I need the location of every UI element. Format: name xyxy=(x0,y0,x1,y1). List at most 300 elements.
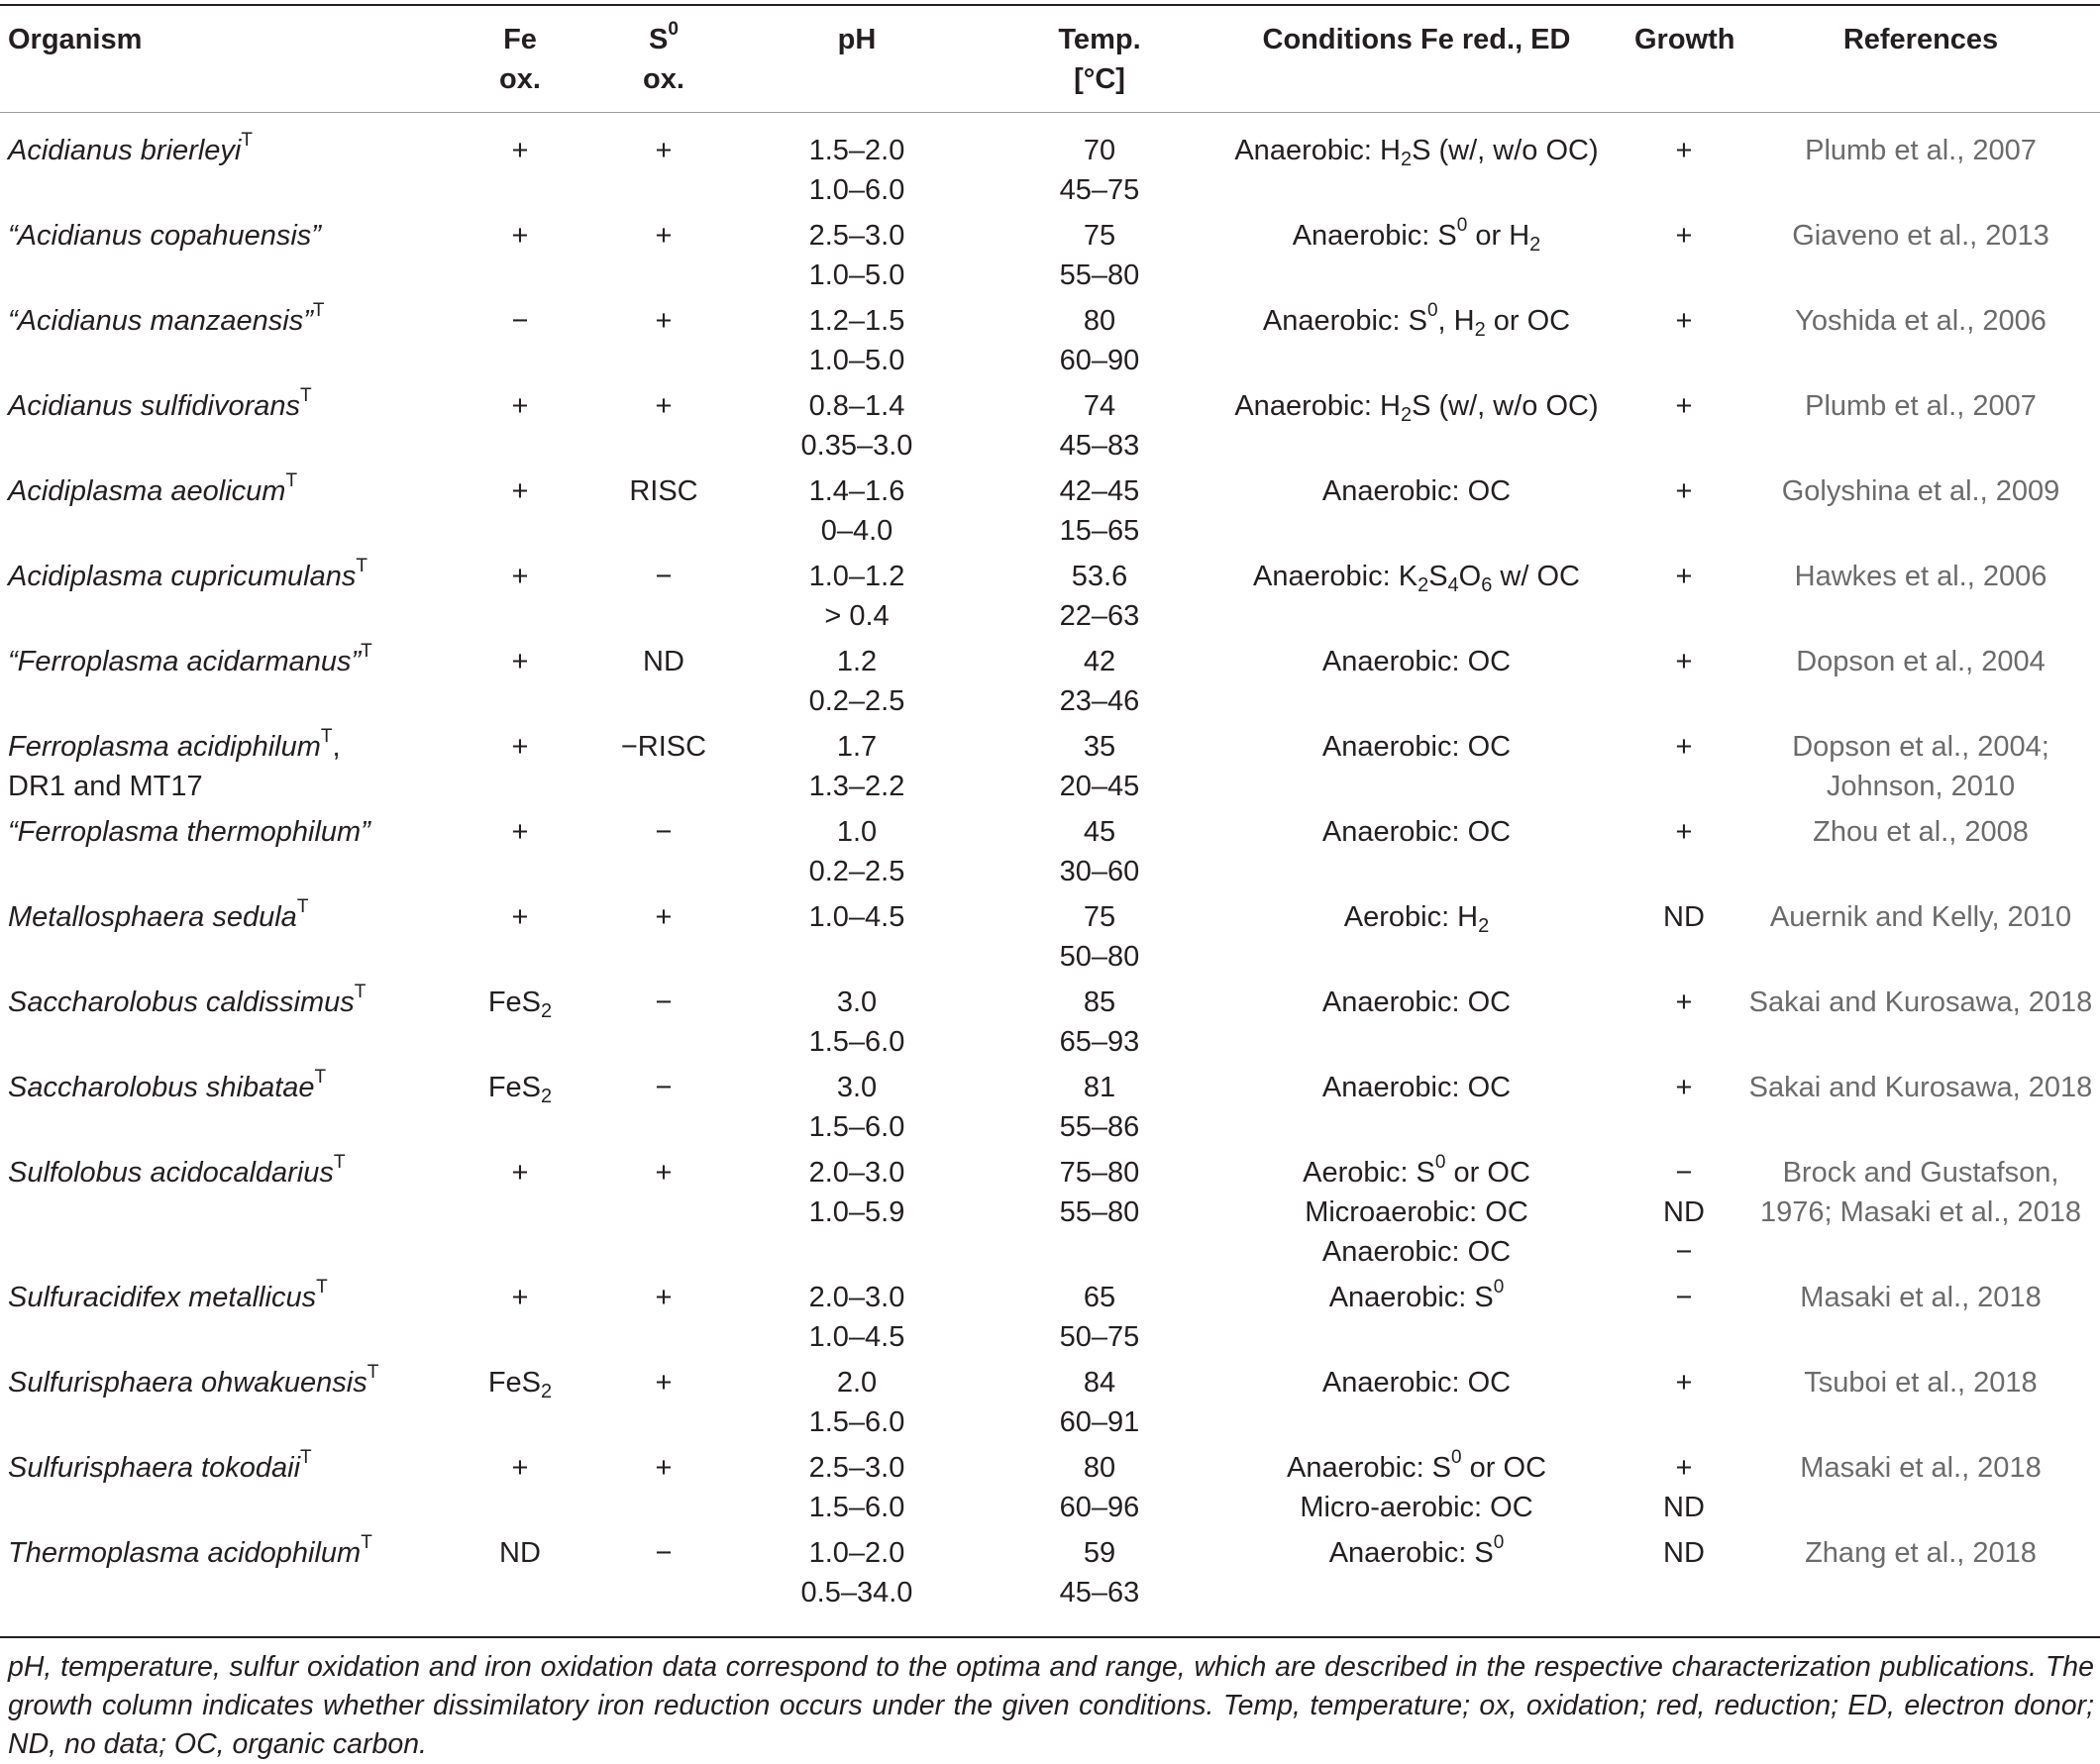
organism-line xyxy=(8,386,312,426)
organism-cell xyxy=(8,131,253,170)
ph-cell-line: 1.0–4.5 xyxy=(808,901,905,933)
type-strain-marker: T xyxy=(299,385,312,406)
ph-cell-line: 0.35–3.0 xyxy=(800,430,913,462)
reference-cell xyxy=(1743,1068,2098,1107)
temp-cell-line: 45 xyxy=(1083,816,1116,848)
organism-line xyxy=(8,727,341,767)
organism-cell xyxy=(8,1153,345,1193)
reference-cell xyxy=(1743,1533,2098,1573)
conditions-cell xyxy=(1199,983,1634,1022)
fe-ox-cell: + xyxy=(511,1452,529,1484)
ph-cell-line: 2.5–3.0 xyxy=(808,220,905,252)
conditions-cell-line: Anaerobic: $H_2S$ (w/, w/o OC) xyxy=(1234,390,1599,426)
growth-cell xyxy=(1634,642,1733,681)
ph-cell-line: 1.0–4.5 xyxy=(808,1321,905,1353)
growth-cell-line: + xyxy=(1675,475,1693,507)
organism-cell xyxy=(8,983,366,1022)
reference-cell-line: Hawkes et al., 2006 xyxy=(1794,561,2048,592)
organism-line xyxy=(8,642,372,681)
type-strain-marker: T xyxy=(367,1362,379,1383)
fe-ox-cell: + xyxy=(511,1157,529,1189)
temp-cell-line: 55–86 xyxy=(1059,1111,1140,1143)
growth-cell xyxy=(1634,727,1733,767)
temp-cell-line: 65–93 xyxy=(1059,1026,1140,1058)
growth-cell xyxy=(1634,1448,1733,1527)
reference-cell xyxy=(1743,1363,2098,1402)
temp-cell-line: 85 xyxy=(1083,986,1116,1018)
organism-cell xyxy=(8,727,341,806)
temp-cell xyxy=(1030,557,1169,636)
reference-cell-line: Plumb et al., 2007 xyxy=(1805,135,2037,166)
reference-cell xyxy=(1743,301,2098,341)
conditions-cell xyxy=(1199,1278,1634,1317)
organism-name: Acidianus brierleyi xyxy=(8,135,242,166)
fe-ox-cell: + xyxy=(511,901,529,933)
temp-cell-line: 81 xyxy=(1083,1072,1116,1103)
organism-strains: DR1 and MT17 xyxy=(8,771,203,802)
growth-cell-line: + xyxy=(1675,646,1693,677)
s0-ox-cell: − xyxy=(655,561,673,592)
ph-cell-line: 1.5–6.0 xyxy=(808,1026,905,1058)
temp-cell-line: 55–80 xyxy=(1059,259,1140,291)
header-fe-ox-line2: ox. xyxy=(499,63,541,95)
header-s0-ox-line2: ox. xyxy=(643,63,684,95)
growth-cell xyxy=(1634,301,1733,341)
reference-cell-line: Golyshina et al., 2009 xyxy=(1781,475,2060,507)
growth-cell xyxy=(1634,216,1733,256)
conditions-cell xyxy=(1199,131,1634,170)
growth-cell-line: + xyxy=(1675,816,1693,848)
ph-cell-line: 1.5–6.0 xyxy=(808,1406,905,1438)
ph-cell xyxy=(773,301,941,380)
conditions-cell-line: Anaerobic: OC xyxy=(1321,816,1512,848)
conditions-cell xyxy=(1199,471,1634,511)
header-conditions: Conditions Fe red., ED xyxy=(1262,24,1571,55)
header-fe-ox xyxy=(475,20,565,99)
temp-cell-line: 75–80 xyxy=(1059,1157,1140,1189)
reference-cell xyxy=(1743,1153,2098,1232)
organism-cell xyxy=(8,386,312,426)
fe-ox-cell: ND xyxy=(499,1537,541,1569)
ph-cell xyxy=(773,812,941,891)
organism-name: Sulfurisphaera tokodaii xyxy=(8,1452,301,1484)
ph-cell xyxy=(773,983,941,1062)
reference-cell-line: 1976; Masaki et al., 2018 xyxy=(1759,1196,2082,1228)
reference-cell xyxy=(1743,642,2098,681)
fe-ox-cell: + xyxy=(511,390,529,422)
s0-ox-cell: + xyxy=(655,1367,673,1399)
reference-cell xyxy=(1743,131,2098,170)
temp-cell-line: 75 xyxy=(1083,901,1116,933)
temp-cell-line: 35 xyxy=(1083,731,1116,763)
growth-cell xyxy=(1634,1533,1733,1573)
temp-cell-line: 80 xyxy=(1083,305,1116,337)
ph-cell xyxy=(773,557,941,636)
s0-ox-cell: − xyxy=(655,816,673,848)
growth-cell xyxy=(1634,131,1733,170)
ph-cell-line: > 0.4 xyxy=(824,600,890,632)
ph-cell-line: 1.0–5.0 xyxy=(808,259,905,291)
type-strain-marker: T xyxy=(320,726,333,747)
header-ph: pH xyxy=(837,24,877,55)
s0-ox-cell: + xyxy=(655,305,673,337)
header-s0-ox xyxy=(614,20,713,99)
s0-ox-cell: − xyxy=(655,1072,673,1103)
ph-cell-line: 0–4.0 xyxy=(820,515,893,547)
reference-cell-line: Auernik and Kelly, 2010 xyxy=(1769,901,2072,933)
ph-cell-line: 1.0 xyxy=(836,816,878,848)
fe-ox-cell: + xyxy=(511,731,529,763)
organism-name: “Acidianus copahuensis” xyxy=(8,220,321,252)
temp-cell xyxy=(1030,642,1169,721)
type-strain-marker: T xyxy=(354,982,367,1002)
growth-cell-line: + xyxy=(1675,390,1693,422)
organism-line xyxy=(8,812,370,852)
fe-ox-cell: + xyxy=(511,135,529,166)
growth-cell-line: + xyxy=(1675,135,1693,166)
growth-cell-line: + xyxy=(1675,731,1693,763)
growth-cell xyxy=(1634,983,1733,1022)
conditions-cell-line: Aerobic: $H_2$ xyxy=(1343,901,1490,937)
growth-cell-line: ND xyxy=(1663,901,1705,933)
growth-cell-line: ND xyxy=(1663,1196,1705,1228)
conditions-cell-line: Anaerobic: $H_2S$ (w/, w/o OC) xyxy=(1234,135,1599,170)
ph-cell-line: 1.5–6.0 xyxy=(808,1111,905,1143)
conditions-cell xyxy=(1199,1068,1634,1107)
ph-cell-line: 3.0 xyxy=(836,1072,878,1103)
reference-cell-line: Zhou et al., 2008 xyxy=(1813,816,2029,848)
temp-cell-line: 55–80 xyxy=(1059,1196,1140,1228)
organism-suffix: , xyxy=(332,731,341,763)
reference-cell xyxy=(1743,557,2098,596)
growth-cell xyxy=(1634,1278,1733,1317)
ph-cell xyxy=(773,1533,941,1612)
ph-cell xyxy=(773,216,941,295)
s0-ox-cell: + xyxy=(655,1282,673,1313)
temp-cell xyxy=(1030,1153,1169,1232)
temp-cell-line: 45–63 xyxy=(1059,1577,1140,1608)
header-s0-label: S xyxy=(649,24,669,55)
growth-cell xyxy=(1634,1153,1733,1272)
organism-line xyxy=(8,216,321,256)
fe-ox-cell: FeS$_2$ xyxy=(487,986,553,1022)
fe-ox-cell: + xyxy=(511,561,529,592)
type-strain-marker: T xyxy=(296,896,309,917)
organism-name: Saccharolobus shibatae xyxy=(8,1072,315,1103)
organism-name: “Ferroplasma acidarmanus” xyxy=(8,646,362,677)
s0-ox-cell: + xyxy=(655,135,673,166)
temp-cell-line: 75 xyxy=(1083,220,1116,252)
organism-cell xyxy=(8,471,297,511)
reference-cell-line: Masaki et al., 2018 xyxy=(1800,1452,2042,1484)
type-strain-marker: T xyxy=(361,1532,372,1553)
fe-ox-cell: + xyxy=(511,220,529,252)
fe-ox-cell: − xyxy=(511,305,529,337)
growth-cell-line: − xyxy=(1675,1236,1693,1268)
organism-cell xyxy=(8,1068,326,1107)
reference-cell-line: Plumb et al., 2007 xyxy=(1805,390,2037,422)
organism-line xyxy=(8,897,308,937)
header-organism: Organism xyxy=(8,24,143,55)
growth-cell xyxy=(1634,471,1733,511)
organism-name: Sulfurisphaera ohwakuensis xyxy=(8,1367,368,1399)
organism-line xyxy=(8,983,366,1022)
table-footnote: pH, temperature, sulfur oxidation and iron oxidation data correspond to the optima and range, which are described in the respective characterization publications. The growth column indicates whether dissimilatory iron reduction occurs under the given conditions. Temp, temperature; ox, oxidation; red, reduction; ED, electron donor; ND, no data; OC, organic carbon. xyxy=(8,1651,2094,1760)
ph-cell xyxy=(773,1363,941,1442)
organism-name: “Acidianus manzaensis” xyxy=(8,305,313,337)
growth-cell xyxy=(1634,557,1733,596)
ph-cell-line: 1.2–1.5 xyxy=(808,305,905,337)
organism-name: Acidiplasma aeolicum xyxy=(8,475,286,507)
reference-cell-line: Giaveno et al., 2013 xyxy=(1792,220,2049,252)
ph-cell-line: 0.5–34.0 xyxy=(800,1577,913,1608)
temp-cell-line: 42 xyxy=(1083,646,1116,677)
ph-cell-line: 0.2–2.5 xyxy=(808,856,905,887)
temp-cell xyxy=(1030,983,1169,1062)
type-strain-marker: T xyxy=(312,300,325,321)
reference-cell-line: Sakai and Kurosawa, 2018 xyxy=(1748,1072,2093,1103)
s0-ox-cell: + xyxy=(655,901,673,933)
reference-cell xyxy=(1743,1278,2098,1317)
reference-cell-line: Tsuboi et al., 2018 xyxy=(1804,1367,2038,1399)
ph-cell-line: 1.0–6.0 xyxy=(808,174,905,206)
growth-cell-line: + xyxy=(1675,561,1693,592)
reference-cell-line: Dopson et al., 2004; xyxy=(1792,731,2049,763)
organism-name: Sulfuracidifex metallicus xyxy=(8,1282,317,1313)
temp-cell xyxy=(1030,1068,1169,1147)
growth-cell-line: + xyxy=(1675,305,1693,337)
organism-cell xyxy=(8,642,372,681)
ph-cell-line: 1.0–1.2 xyxy=(808,561,905,592)
reference-cell-line: Johnson, 2010 xyxy=(1826,771,2016,802)
header-fe-ox-line1: Fe xyxy=(503,24,537,55)
reference-cell xyxy=(1743,897,2098,937)
organism-line xyxy=(8,1533,372,1573)
conditions-cell-line: Anaerobic: OC xyxy=(1321,1367,1512,1399)
ph-cell-line: 1.2 xyxy=(836,646,878,677)
conditions-cell xyxy=(1199,386,1634,426)
ph-cell xyxy=(773,471,941,551)
organism-cell xyxy=(8,897,308,937)
temp-cell-line: 22–63 xyxy=(1059,600,1140,632)
conditions-cell-line: Anaerobic: OC xyxy=(1321,475,1512,507)
growth-cell-line: + xyxy=(1675,1072,1693,1103)
s0-ox-cell: − xyxy=(655,1537,673,1569)
ph-cell-line: 3.0 xyxy=(836,986,878,1018)
temp-cell-line: 42–45 xyxy=(1059,475,1140,507)
conditions-cell xyxy=(1199,557,1634,596)
conditions-cell xyxy=(1199,1533,1634,1573)
temp-cell-line: 50–80 xyxy=(1059,941,1140,973)
conditions-cell xyxy=(1199,1153,1634,1272)
conditions-cell xyxy=(1199,301,1634,341)
ph-cell-line: 2.5–3.0 xyxy=(808,1452,905,1484)
temp-cell xyxy=(1030,1363,1169,1442)
temp-cell-line: 80 xyxy=(1083,1452,1116,1484)
growth-cell xyxy=(1634,1068,1733,1107)
temp-cell-line: 59 xyxy=(1083,1537,1116,1569)
fe-ox-cell: + xyxy=(511,1282,529,1313)
organism-name: Metallosphaera sedula xyxy=(8,901,297,933)
top-rule xyxy=(0,4,2100,6)
temp-cell-line: 45–75 xyxy=(1059,174,1140,206)
reference-cell-line: Masaki et al., 2018 xyxy=(1800,1282,2042,1313)
growth-cell xyxy=(1634,812,1733,852)
type-strain-marker: T xyxy=(316,1277,328,1297)
temp-cell-line: 65 xyxy=(1083,1282,1116,1313)
header-temp-line1: Temp. xyxy=(1058,24,1141,55)
fe-ox-cell: + xyxy=(511,646,529,677)
growth-cell-line: ND xyxy=(1663,1492,1705,1523)
conditions-cell xyxy=(1199,216,1634,256)
header-temp-line2: [°C] xyxy=(1074,63,1125,95)
organism-name: Acidiplasma cupricumulans xyxy=(8,561,357,592)
temp-cell-line: 23–46 xyxy=(1059,685,1140,717)
header-s0-superscript: 0 xyxy=(668,19,679,40)
reference-cell-line: Dopson et al., 2004 xyxy=(1796,646,2046,677)
ph-cell-line: 2.0–3.0 xyxy=(808,1282,905,1313)
conditions-cell-line: Anaerobic: OC xyxy=(1321,1236,1512,1268)
temp-cell xyxy=(1030,727,1169,806)
organism-name: Saccharolobus caldissimus xyxy=(8,986,355,1018)
ph-cell xyxy=(773,1448,941,1527)
conditions-cell-line: Aerobic: $S^0$ or OC xyxy=(1303,1152,1530,1189)
s0-ox-cell: −RISC xyxy=(620,731,707,763)
header-temp xyxy=(1030,20,1169,99)
conditions-cell-line: Anaerobic: OC xyxy=(1321,731,1512,763)
reference-cell xyxy=(1743,216,2098,256)
type-strain-marker: T xyxy=(241,130,253,151)
growth-cell-line: ND xyxy=(1663,1537,1705,1569)
bottom-rule xyxy=(0,1636,2100,1638)
conditions-cell-line: Microaerobic: OC xyxy=(1305,1196,1528,1228)
ph-cell xyxy=(773,897,941,937)
reference-cell xyxy=(1743,386,2098,426)
temp-cell xyxy=(1030,1533,1169,1612)
ph-cell xyxy=(773,386,941,466)
ph-cell-line: 1.4–1.6 xyxy=(808,475,905,507)
ph-cell-line: 2.0–3.0 xyxy=(808,1157,905,1189)
growth-cell-line: + xyxy=(1675,1367,1693,1399)
organism-cell xyxy=(8,216,321,256)
organism-line xyxy=(8,1153,345,1193)
type-strain-marker: T xyxy=(300,1447,312,1468)
ph-cell-line: 1.0–2.0 xyxy=(808,1537,905,1569)
temp-cell xyxy=(1030,471,1169,551)
organism-cell xyxy=(8,812,370,852)
temp-cell-line: 60–91 xyxy=(1059,1406,1140,1438)
organism-cell xyxy=(8,1448,312,1488)
ph-cell xyxy=(773,642,941,721)
header-references: References xyxy=(1842,24,1999,55)
ph-cell xyxy=(773,1153,941,1232)
temp-cell xyxy=(1030,1278,1169,1357)
conditions-cell-line: Anaerobic: $S^0$ or $H_2$ xyxy=(1292,215,1541,256)
type-strain-marker: T xyxy=(333,1152,346,1173)
conditions-cell xyxy=(1199,897,1634,937)
conditions-cell xyxy=(1199,1363,1634,1402)
fe-ox-cell: FeS$_2$ xyxy=(487,1367,553,1402)
growth-cell xyxy=(1634,897,1733,937)
organism-line xyxy=(8,1448,312,1488)
growth-cell-line: + xyxy=(1675,1452,1693,1484)
temp-cell-line: 60–96 xyxy=(1059,1492,1140,1523)
organism-name: Thermoplasma acidophilum xyxy=(8,1537,362,1569)
growth-cell xyxy=(1634,386,1733,426)
conditions-cell-line: Anaerobic: $K_2S_4O_6$ w/ OC xyxy=(1253,561,1580,596)
organism-name: Sulfolobus acidocaldarius xyxy=(8,1157,334,1189)
temp-cell-line: 53.6 xyxy=(1071,561,1128,592)
s0-ox-cell: − xyxy=(655,986,673,1018)
type-strain-marker: T xyxy=(356,556,368,576)
temp-cell-line: 60–90 xyxy=(1059,345,1140,376)
growth-cell-line: − xyxy=(1675,1157,1693,1189)
reference-cell xyxy=(1743,471,2098,511)
growth-cell-line: + xyxy=(1675,986,1693,1018)
temp-cell xyxy=(1030,216,1169,295)
fe-ox-cell: + xyxy=(511,816,529,848)
ph-cell-line: 0.2–2.5 xyxy=(808,685,905,717)
ph-cell xyxy=(773,1068,941,1147)
growth-cell xyxy=(1634,1363,1733,1402)
conditions-cell-line: Anaerobic: $S^0$ xyxy=(1328,1532,1505,1569)
header-s0-ox-line1 xyxy=(614,20,713,59)
conditions-cell xyxy=(1199,642,1634,681)
organism-cell xyxy=(8,1278,328,1317)
temp-cell-line: 15–65 xyxy=(1059,515,1140,547)
organism-line xyxy=(8,557,368,596)
type-strain-marker: T xyxy=(314,1067,327,1088)
reference-cell xyxy=(1743,812,2098,852)
organism-line xyxy=(8,1363,378,1402)
conditions-cell-line: Micro-aerobic: OC xyxy=(1300,1492,1533,1523)
conditions-cell xyxy=(1199,727,1634,767)
ph-cell-line: 1.7 xyxy=(836,731,878,763)
type-strain-marker: T xyxy=(361,641,372,662)
ph-cell-line: 1.3–2.2 xyxy=(808,771,905,802)
organism-cell xyxy=(8,1533,372,1573)
temp-cell xyxy=(1030,1448,1169,1527)
temp-cell xyxy=(1030,301,1169,380)
organism-line xyxy=(8,1068,326,1107)
ph-cell xyxy=(773,1278,941,1357)
conditions-cell-line: Anaerobic: $S^0$, $H_2$ or OC xyxy=(1262,300,1571,341)
s0-ox-cell: + xyxy=(655,390,673,422)
conditions-cell-line: Anaerobic: OC xyxy=(1321,646,1512,677)
ph-cell-line: 1.0–5.9 xyxy=(808,1196,905,1228)
header-growth: Growth xyxy=(1634,24,1735,55)
s0-ox-cell: + xyxy=(655,220,673,252)
temp-cell-line: 50–75 xyxy=(1059,1321,1140,1353)
organism-name: Ferroplasma acidiphilum xyxy=(8,731,321,763)
ph-cell-line: 2.0 xyxy=(836,1367,878,1399)
ph-cell-line: 1.5–6.0 xyxy=(808,1492,905,1523)
conditions-cell-line: Anaerobic: $S^0$ or OC xyxy=(1286,1447,1547,1484)
temp-cell-line: 20–45 xyxy=(1059,771,1140,802)
organism-name: “Ferroplasma thermophilum” xyxy=(8,816,370,848)
fe-ox-cell: FeS$_2$ xyxy=(487,1072,553,1107)
s0-ox-cell: + xyxy=(655,1157,673,1189)
reference-cell-line: Sakai and Kurosawa, 2018 xyxy=(1748,986,2093,1018)
ph-cell xyxy=(773,131,941,210)
organism-cell xyxy=(8,1363,378,1402)
organism-line xyxy=(8,1278,328,1317)
s0-ox-cell: ND xyxy=(643,646,684,677)
s0-ox-cell: RISC xyxy=(629,475,698,507)
ph-cell-line: 1.0–5.0 xyxy=(808,345,905,376)
growth-cell-line: − xyxy=(1675,1282,1693,1313)
reference-cell-line: Zhang et al., 2018 xyxy=(1805,1537,2037,1569)
